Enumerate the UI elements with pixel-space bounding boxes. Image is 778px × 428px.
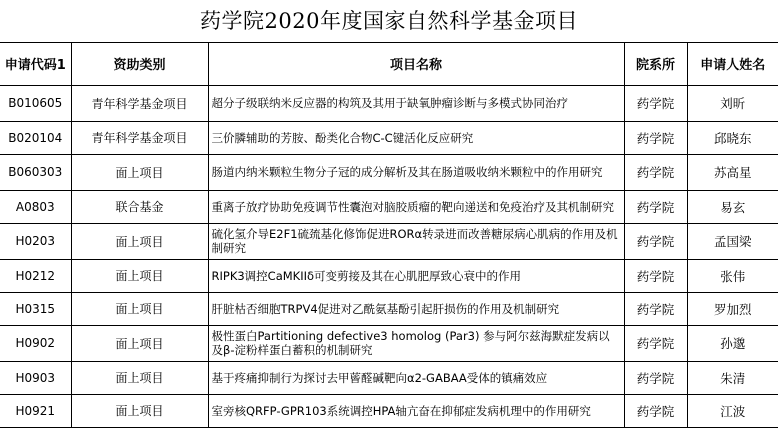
table-row [0,223,778,259]
cell-dept[interactable]: 药学院 [624,361,687,394]
table-row [0,259,778,292]
table-row [0,121,778,154]
table-row [0,394,778,427]
header-name[interactable]: 项目名称 [208,43,624,85]
table-row [0,292,778,325]
cell-project-name[interactable]: 三价膦辅助的芳胺、酚类化合物C-C键活化反应研究 [208,121,624,154]
cell-person[interactable]: 邱晓东 [687,121,778,154]
cell-code[interactable]: H0203 [0,223,71,259]
cell-project-name[interactable]: 基于疼痛抑制行为探讨去甲蒈醛碱靶向α2-GABAA受体的镇痛效应 [208,361,624,394]
table-row [0,154,778,190]
cell-type[interactable]: 面上项目 [71,394,208,427]
cell-person[interactable]: 江波 [687,394,778,427]
cell-project-name[interactable]: RIPK3调控CaMKIIδ可变剪接及其在心肌肥厚致心衰中的作用 [208,259,624,292]
cell-project-name[interactable]: 极性蛋白Partitioning defective3 homolog (Par3) 参与阿尔兹海默症发病以及β-淀粉样蛋白蓄积的机制研究 [208,325,624,361]
header-row [0,43,778,85]
table-row [0,85,778,121]
cell-dept[interactable]: 药学院 [624,292,687,325]
projects-table [0,43,778,428]
cell-dept[interactable]: 药学院 [624,154,687,190]
table-row [0,190,778,223]
cell-type[interactable]: 面上项目 [71,259,208,292]
cell-type[interactable]: 联合基金 [71,190,208,223]
header-type[interactable]: 资助类别 [71,43,208,85]
table-row [0,361,778,394]
header-code[interactable]: 申请代码1 [0,43,71,85]
cell-type[interactable]: 青年科学基金项目 [71,85,208,121]
sheet-title: 药学院2020年度国家自然科学基金项目 [0,0,778,43]
cell-type[interactable]: 青年科学基金项目 [71,121,208,154]
cell-dept[interactable]: 药学院 [624,259,687,292]
cell-code[interactable]: H0903 [0,361,71,394]
cell-dept[interactable]: 药学院 [624,223,687,259]
cell-project-name[interactable]: 硫化氢介导E2F1硫巯基化修饰促进RORα转录进而改善糖尿病心肌病的作用及机制研究 [208,223,624,259]
cell-project-name[interactable]: 肠道内纳米颗粒生物分子冠的成分解析及其在肠道吸收纳米颗粒中的作用研究 [208,154,624,190]
cell-type[interactable]: 面上项目 [71,361,208,394]
cell-project-name[interactable]: 重离子放疗协助免疫调节性囊泡对脑胶质瘤的靶向递送和免疫治疗及其机制研究 [208,190,624,223]
cell-code[interactable]: B060303 [0,154,71,190]
table-row [0,325,778,361]
cell-dept[interactable]: 药学院 [624,121,687,154]
cell-person[interactable]: 罗加烈 [687,292,778,325]
cell-person[interactable]: 刘昕 [687,85,778,121]
cell-person[interactable]: 孟国梁 [687,223,778,259]
cell-dept[interactable]: 药学院 [624,394,687,427]
cell-code[interactable]: H0902 [0,325,71,361]
cell-person[interactable]: 易玄 [687,190,778,223]
cell-dept[interactable]: 药学院 [624,190,687,223]
cell-type[interactable]: 面上项目 [71,325,208,361]
cell-project-name[interactable]: 室旁核QRFP-GPR103系统调控HPA轴亢奋在抑郁症发病机理中的作用研究 [208,394,624,427]
cell-project-name[interactable]: 超分子级联纳米反应器的构筑及其用于缺氧肿瘤诊断与多模式协同治疗 [208,85,624,121]
cell-code[interactable]: B010605 [0,85,71,121]
cell-person[interactable]: 孙邈 [687,325,778,361]
header-dept[interactable]: 院系所 [624,43,687,85]
cell-code[interactable]: H0921 [0,394,71,427]
cell-person[interactable]: 苏高星 [687,154,778,190]
cell-dept[interactable]: 药学院 [624,325,687,361]
cell-code[interactable]: A0803 [0,190,71,223]
cell-type[interactable]: 面上项目 [71,223,208,259]
cell-code[interactable]: H0212 [0,259,71,292]
cell-person[interactable]: 朱清 [687,361,778,394]
cell-dept[interactable]: 药学院 [624,85,687,121]
cell-code[interactable]: H0315 [0,292,71,325]
cell-person[interactable]: 张伟 [687,259,778,292]
cell-code[interactable]: B020104 [0,121,71,154]
cell-type[interactable]: 面上项目 [71,292,208,325]
cell-type[interactable]: 面上项目 [71,154,208,190]
header-person[interactable]: 申请人姓名 [687,43,778,85]
cell-project-name[interactable]: 肝脏枯否细胞TRPV4促进对乙酰氨基酚引起肝损伤的作用及机制研究 [208,292,624,325]
